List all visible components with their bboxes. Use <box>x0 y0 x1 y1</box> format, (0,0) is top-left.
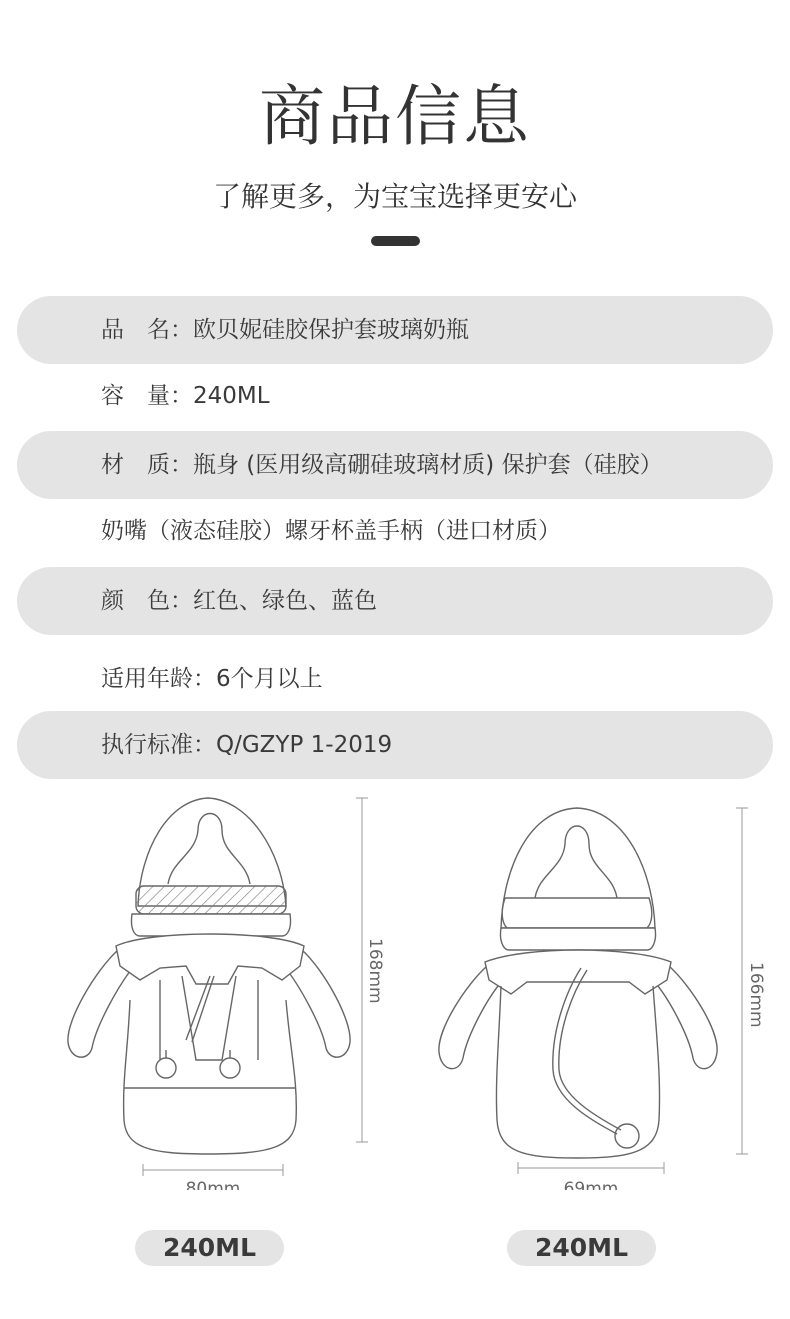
spec-label: 执行标准： <box>101 732 216 758</box>
spec-value: 奶嘴（液态硅胶）螺牙杯盖手柄（进口材质） <box>101 518 561 544</box>
height-label-right: 166mm <box>746 962 766 1028</box>
spec-row-material-cont <box>17 497 773 565</box>
spec-row-color <box>17 567 773 635</box>
bottle-figure-right <box>395 790 790 1190</box>
spec-label: 容 量： <box>101 383 193 409</box>
bottle-outline-right <box>439 808 717 1158</box>
capacity-badge-right: 240ML <box>507 1230 656 1266</box>
section-title: 商品信息 <box>259 78 531 155</box>
spec-row-material <box>17 431 773 499</box>
width-dimension-right <box>518 1162 664 1174</box>
spec-value: Q/GZYP 1-2019 <box>216 732 393 758</box>
spec-value: 欧贝妮硅胶保护套玻璃奶瓶 <box>193 317 469 343</box>
bottle-figure-left <box>0 790 395 1190</box>
spec-label: 适用年龄： <box>101 666 216 692</box>
spec-label: 品 名： <box>101 317 193 343</box>
spec-value: 240ML <box>193 383 270 409</box>
spec-row-age <box>17 645 773 713</box>
spec-row-capacity <box>17 362 773 430</box>
width-label-right: 69mm <box>563 1179 619 1190</box>
width-label-left: 80mm <box>185 1179 241 1190</box>
section-subtitle: 了解更多，为宝宝选择更安心 <box>212 180 577 213</box>
spec-value: 6个月以上 <box>216 666 323 692</box>
title-divider <box>371 236 420 246</box>
spec-row-standard <box>17 711 773 779</box>
capacity-badge-left: 240ML <box>135 1230 284 1266</box>
width-dimension-left <box>143 1164 283 1176</box>
height-label-left: 168mm <box>365 938 385 1004</box>
spec-label: 颜 色： <box>101 588 193 614</box>
spec-label: 材 质： <box>101 452 193 478</box>
spec-row-name <box>17 296 773 364</box>
bottle-illustration-left <box>0 790 395 1190</box>
spec-value: 红色、绿色、蓝色 <box>193 588 377 614</box>
bottle-illustration-right <box>395 790 790 1190</box>
spec-value: 瓶身 (医用级高硼硅玻璃材质) 保护套（硅胶） <box>193 452 663 478</box>
bottle-outline-left <box>68 798 350 1154</box>
